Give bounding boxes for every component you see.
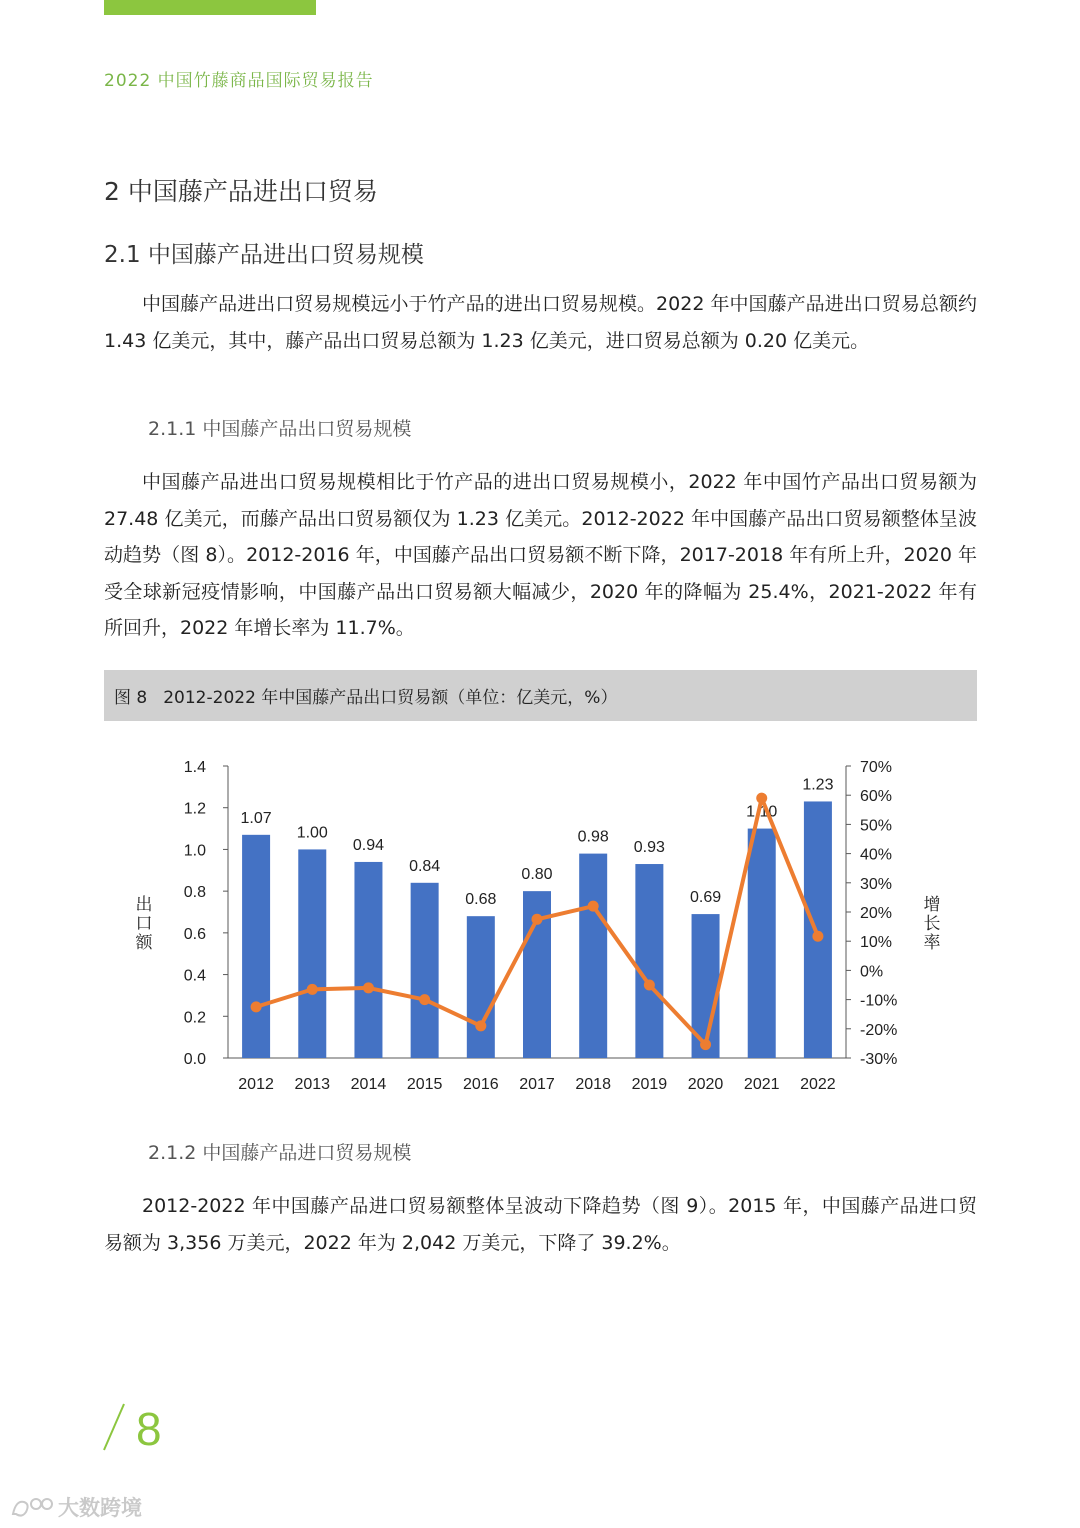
growth-rate-point [532,914,543,925]
bar [467,916,495,1058]
x-tick-label: 2018 [575,1076,611,1093]
paragraph-overview: 中国藤产品进出口贸易规模远小于竹产品的进出口贸易规模。2022 年中国藤产品进出口贸易总额约 1.43 亿美元，其中，藤产品出口贸易总额为 1.23 亿美元，进口贸易总额为 0.20 亿美元。 [104,293,977,352]
y2-axis-title: 增长率 [923,895,941,952]
growth-rate-point [307,984,318,995]
left-tick-label: 1.2 [183,800,206,818]
bar-data-label: 1.00 [296,824,328,842]
bar-data-label: 0.93 [633,839,665,857]
figure-caption [104,670,977,721]
right-tick-label: 50% [860,817,893,835]
bar-data-label: 1.07 [240,809,272,827]
right-tick-label: 20% [860,905,893,922]
growth-rate-point [419,994,430,1005]
bar [411,883,439,1058]
right-tick-label: 10% [860,934,893,952]
subsubsection-heading-export: 2.1.1 中国藤产品出口贸易规模 [148,418,412,440]
header-accent-bar [104,0,316,15]
bar-data-label: 0.84 [409,857,441,875]
bar-data-label: 0.80 [521,866,553,884]
right-tick-label: 60% [860,788,893,806]
bar-data-label: 0.98 [577,828,609,846]
right-tick-label: 30% [860,875,893,893]
bar-data-label: 0.94 [352,836,385,854]
left-tick-label: 0.0 [183,1051,206,1068]
bar [354,862,382,1058]
x-tick-label: 2022 [800,1076,836,1093]
growth-rate-point [588,901,599,912]
growth-rate-point [756,793,767,804]
x-tick-label: 2015 [406,1076,443,1093]
growth-rate-point [700,1039,711,1050]
left-tick-label: 0.6 [183,925,206,943]
subsection-heading: 2.1 中国藤产品进出口贸易规模 [104,242,424,268]
growth-rate-point [251,1001,262,1012]
y-axis-title: 出口额 [135,895,153,952]
right-tick-label: 0% [860,963,884,981]
x-tick-label: 2016 [463,1076,499,1093]
x-tick-label: 2017 [519,1076,555,1093]
figure-title: 2012-2022 年中国藤产品出口贸易额（单位：亿美元，%） [163,688,618,708]
x-tick-label: 2020 [687,1076,724,1093]
section-heading: 2 中国藤产品进出口贸易 [104,177,378,206]
x-tick-label: 2019 [631,1076,668,1093]
export-chart [104,740,977,1110]
x-tick-label: 2021 [743,1076,780,1093]
bar-data-label: 1.10 [746,803,778,821]
paragraph-import: 2012-2022 年中国藤产品进口贸易额整体呈波动下降趋势（图 9）。2015 年，中国藤产品进口贸易额为 3,356 万美元，2022 年为 2,042 万美元，下降了 39.2%。 [104,1195,977,1254]
subsubsection-heading-import: 2.1.2 中国藤产品进口贸易规模 [148,1142,412,1164]
growth-rate-point [812,931,823,942]
bar [298,849,326,1058]
paragraph-export: 中国藤产品进出口贸易规模相比于竹产品的进出口贸易规模小，2022 年中国竹产品出口贸易额为 27.48 亿美元，而藤产品出口贸易额仅为 1.23 亿美元。2012-2022 年中国藤产品出口贸易额整体呈波动趋势（图 8）。2012-2016 年，中国藤产品出口贸易额不断下降，2017-2018 年有所上升，2020 年受全球新冠疫情影响，中国藤产品出口贸易额大幅减少，2020 年的降幅为 25.4%，2021-2022 年有所回升，2022 年增长率为 11.7%。 [104,471,977,639]
bar-data-label: 0.69 [689,889,722,907]
left-tick-label: 0.8 [183,884,206,902]
growth-rate-point [363,982,374,993]
growth-rate-point [644,980,655,991]
x-tick-label: 2014 [350,1076,387,1093]
right-tick-label: 40% [860,846,893,864]
right-tick-label: -10% [860,992,898,1010]
running-header: 2022 中国竹藤商品国际贸易报告 [104,71,374,91]
bar [242,835,270,1058]
bar [748,829,776,1058]
right-tick-label: -20% [860,1021,898,1039]
left-tick-label: 1.4 [183,759,206,776]
slash-ornament-icon [100,1400,126,1458]
figure-label: 图 8 [114,688,148,708]
left-tick-label: 0.4 [183,967,206,985]
watermark-text: 大数跨境 [58,1496,142,1520]
x-tick-label: 2013 [294,1076,331,1093]
right-tick-label: -30% [860,1051,898,1068]
bar-data-label: 1.23 [802,776,834,794]
left-tick-label: 1.0 [183,842,206,860]
x-tick-label: 2012 [238,1076,274,1093]
bar [804,801,832,1058]
page-number-text: 8 [136,1403,162,1455]
watermark-logo-icon [10,1496,54,1518]
bar [579,854,607,1058]
growth-rate-point [475,1020,486,1031]
right-tick-label: 70% [860,759,893,776]
left-tick-label: 0.2 [183,1009,206,1027]
watermark [10,1492,142,1522]
bar-data-label: 0.68 [465,891,497,909]
bar [635,864,663,1058]
